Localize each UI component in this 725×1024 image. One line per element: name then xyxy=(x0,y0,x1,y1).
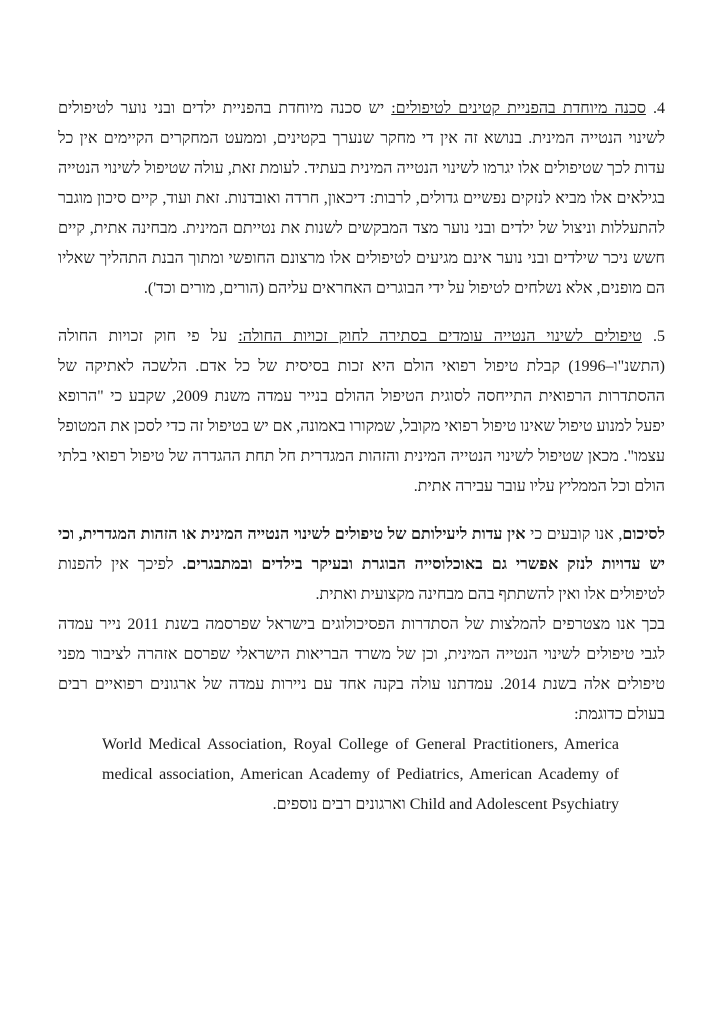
organizations-body: World Medical Association, Royal College of General Practitioners, America medical association, American Academy of Pediatrics, American Academy of Child and Adolescent Psychiatry וארגונים רבים נוספים. xyxy=(102,736,619,813)
point-4-heading: סכנה מיוחדת בהפניית קטינים לטיפולים: xyxy=(391,100,646,117)
point-4-number: 4. xyxy=(645,100,666,117)
point-4-body: יש סכנה מיוחדת בהפניית ילדים ובני נוער לטיפולים לשינוי הנטייה המינית. בנושא זה אין די מחקר שנערך בקטינים, וממעט המחקרים הקיימים אין כל עדות לכך שטיפולים אלו יגרמו לשינוי הנטייה המינית בעתיד. לעומת זאת, עולה שטיפול לשינוי הנטייה בגילאים אלו מביא לנזקים נפשיים גדולים, לרבות: דיכאון, חרדה ואובדנות. זאת ועוד, קיים סיכון מוגבר להתעללות וניצול של ילדים ובני נוער מצד המבקשים לשנות את נטייתם המינית. מבחינה אתית, קיים חשש ניכר שילדים ובני נוער אינם מגיעים לטיפולים אלו מרצונם החופשי ומתוך הבנת התהליך שאליו הם מופנים, אלא נשלחים לטיפול על ידי הבוגרים האחראים עליהם (הורים, מורים וכד'). xyxy=(58,100,665,297)
paragraph-point-4 xyxy=(58,94,665,304)
summary-tail: לפיכך אין להפנות לטיפולים אלו ואין להשתתף בהם מבחינה מקצועית ואתית. xyxy=(58,556,665,603)
paragraph-organizations xyxy=(102,730,619,820)
point-5-heading: טיפולים לשינוי הנטייה עומדים בסתירה לחוק זכויות החולה: xyxy=(238,328,642,345)
paragraph-closing xyxy=(58,610,665,730)
summary-mid: , אנו קובעים כי xyxy=(525,526,623,543)
closing-body: בכך אנו מצטרפים להמלצות של הסתדרות הפסיכולוגים בישראל שפרסמה בשנת 2011 נייר עמדה לגבי טיפולים לשינוי הנטייה המינית, וכן של משרד הבריאות הישראלי שפרסם אזהרה לציבור מפני טיפולים אלה בשנת 2014. עמדתנו עולה בקנה אחד עם ניירות עמדה של ארגונים רפואיים רבים בעולם כדוגמת: xyxy=(58,616,665,723)
summary-lead: לסיכום xyxy=(622,526,666,543)
point-5-body: על פי חוק זכויות החולה (התשנ"ו–1996) קבלת טיפול רפואי הולם היא זכות בסיסית של כל אדם. הלשכה לאתיקה של ההסתדרות הרפואית התייחסה לסוגית הטיפול ההולם בנייר עמדה משנת 2009, שקבע כי "הרופא יפעל למנוע טיפול שאינו טיפול רפואי מקובל, שמקורו באמונה, אם יש בטיפול זה כדי לסכן את המטופל עצמו". מכאן שטיפול לשינוי הנטייה המינית והזהות המגדרית חל תחת ההגדרה של טיפול רפואי בלתי הולם וכל הממליץ עליו עובר עבירה אתית. xyxy=(58,328,666,495)
paragraph-point-5 xyxy=(58,322,665,502)
summary-main: אין עדות ליעילותם של טיפולים לשינוי הנטייה המינית או הזהות המגדרית, וכי יש עדויות לנזק אפשרי גם באוכלוסייה הבוגרת ובעיקר בילדים ובמתבגרים. xyxy=(58,526,665,573)
point-5-number: 5. xyxy=(641,328,666,345)
paragraph-summary xyxy=(58,520,665,610)
